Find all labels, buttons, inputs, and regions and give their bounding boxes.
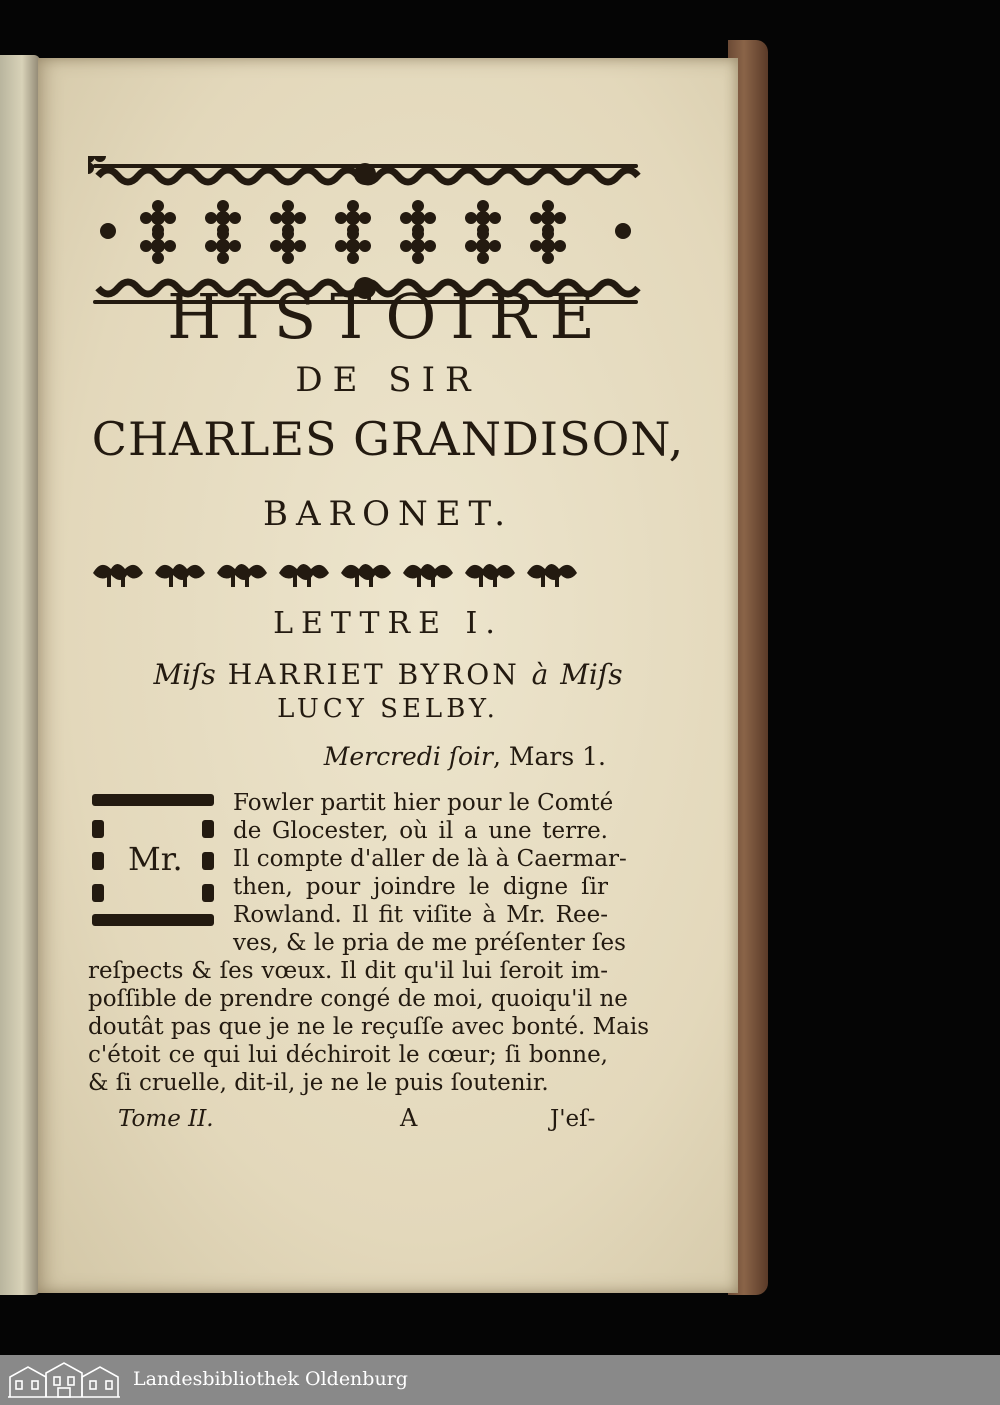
library-footer-bar bbox=[0, 1355, 1000, 1405]
title-charles-grandison: CHARLES GRANDISON, bbox=[91, 412, 685, 466]
dateline-day: Mercredi ſoir bbox=[323, 742, 494, 771]
dateline bbox=[324, 742, 606, 771]
letter-address-line2: LUCY SELBY. bbox=[277, 694, 499, 724]
body-line: Fowler partit hier pour le Comté bbox=[233, 790, 614, 816]
dropcap: Mr. bbox=[128, 840, 183, 878]
title-baronet: BARONET. bbox=[262, 494, 514, 534]
body-line: Il compte d'aller de là à Caermar- bbox=[233, 846, 627, 872]
body-line: ves, & le pria de me préſenter ſes bbox=[233, 930, 626, 956]
catchword: J'eſ- bbox=[550, 1106, 596, 1132]
body-line: reſpects & ſes vœux. Il dit qu'il lui ſeroit im- bbox=[88, 958, 608, 984]
dateline-date: , Mars 1. bbox=[493, 742, 606, 771]
body-line: doutât pas que je ne le reçuſſe avec bonté. Mais bbox=[88, 1014, 650, 1040]
body-line: poſſible de prendre congé de moi, quoiqu'il ne bbox=[88, 986, 628, 1012]
body-line: Rowland. Il fit viſite à Mr. Ree- bbox=[233, 902, 608, 928]
fleuron-row-icon bbox=[93, 553, 593, 593]
title-de-sir: DE SIR bbox=[295, 360, 481, 400]
title-histoire: HISTOIRE bbox=[167, 280, 609, 353]
library-building-icon bbox=[8, 1361, 120, 1399]
letter-heading: LETTRE I. bbox=[273, 606, 503, 641]
book-page bbox=[38, 58, 738, 1293]
address-sender: HARRIET BYRON bbox=[227, 658, 520, 691]
library-name: Landesbibliothek Oldenburg bbox=[133, 1368, 408, 1390]
previous-page-edge bbox=[0, 55, 40, 1295]
address-prefix: Miſs bbox=[153, 658, 216, 691]
letter-address-line1 bbox=[38, 658, 738, 691]
volume-label: Tome II. bbox=[118, 1106, 214, 1132]
address-to: à bbox=[531, 658, 549, 691]
body-line: de Glocester, où il a une terre. bbox=[233, 818, 608, 844]
address-suffix: Miſs bbox=[560, 658, 623, 691]
body-line: then, pour joindre le digne ſir bbox=[233, 874, 608, 900]
body-line: & ſi cruelle, dit-il, je ne le puis ſoutenir. bbox=[88, 1070, 549, 1096]
signature-mark: A bbox=[400, 1104, 418, 1132]
body-line: c'étoit ce qui lui déchiroit le cœur; ſi bonne, bbox=[88, 1042, 608, 1068]
